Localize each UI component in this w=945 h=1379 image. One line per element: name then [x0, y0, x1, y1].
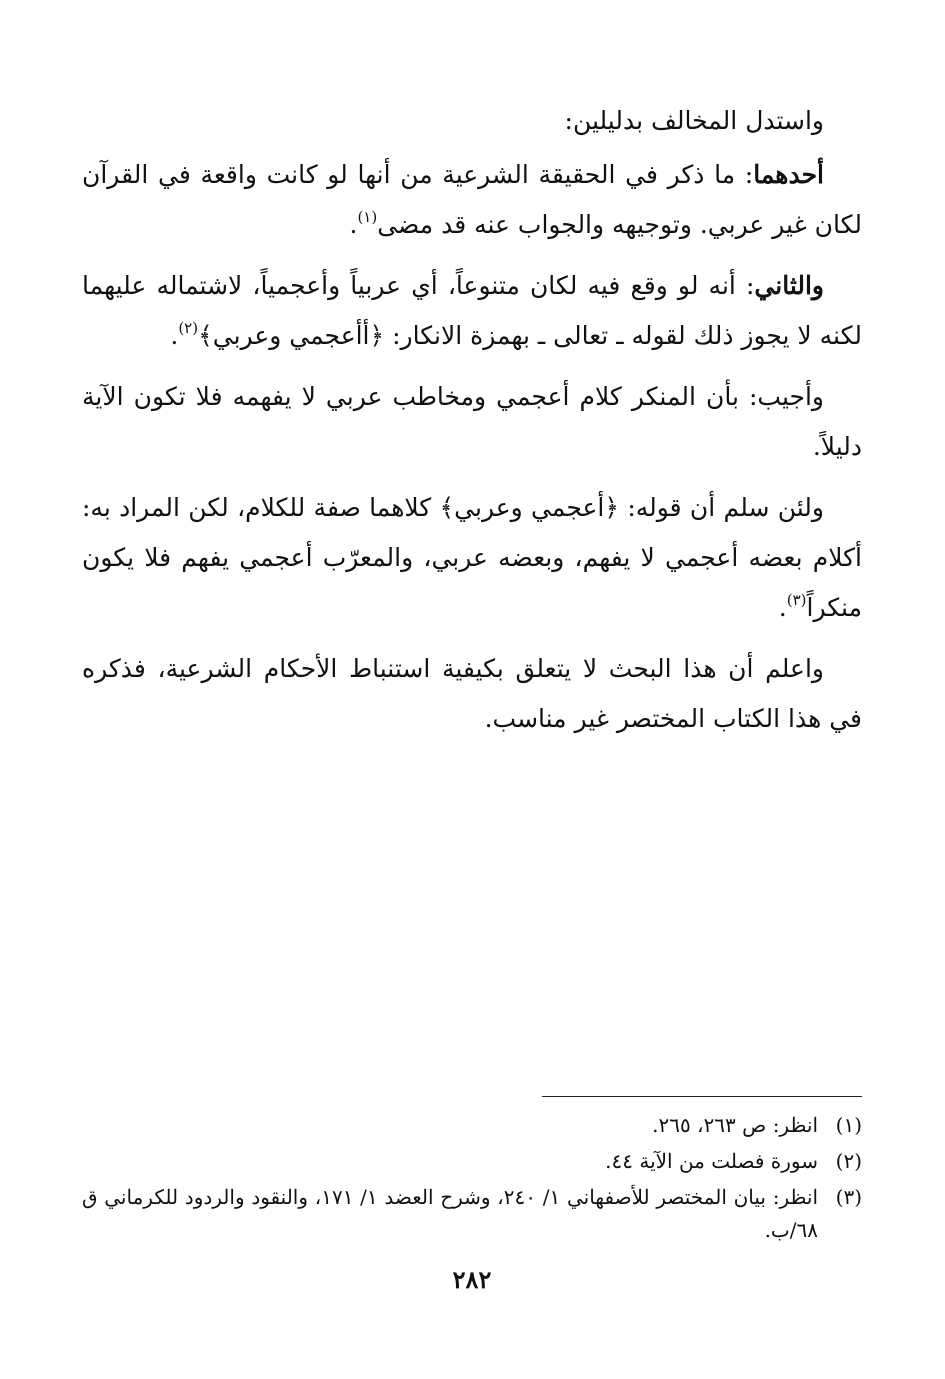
- paragraph-text: : ما ذكر في الحقيقة الشرعية من أنها لو كانت واقعة في القرآن لكان غير عربي. وتوجيهه والجواب عنه قد مضى: [82, 160, 862, 239]
- footnote-number: (٣): [835, 1185, 863, 1209]
- footnotes: [82, 1109, 862, 1250]
- paragraph-text: : أنه لو وقع فيه لكان متنوعاً، أي عربياً وأعجمياً، لاشتماله عليهما لكنه لا يجوز ذلك لقوله ـ تعالى ـ بهمزة الانكار: ﴿أأعجمي وعربي﴾: [82, 271, 862, 350]
- paragraph-first-evidence: [82, 150, 862, 250]
- document-page: [82, 96, 862, 1379]
- footnote-number: (١): [835, 1113, 862, 1137]
- paragraph-text: وأجيب: بأن المنكر كلام أعجمي ومخاطب عربي لا يفهمه فلا تكون الآية دليلاً.: [82, 382, 862, 461]
- footnote-text: انظر: بيان المختصر للأصفهاني ١/ ٢٤٠، وشرح العضد ١/ ١٧١، والنقود والردود للكرماني ق ٦٨/ب.: [82, 1185, 819, 1242]
- paragraph-tail: .: [349, 210, 358, 239]
- paragraph-lead: أحدهما: [753, 160, 824, 189]
- footnote-2: [82, 1145, 862, 1178]
- footnote-reference[interactable]: (٢): [178, 319, 199, 337]
- page-number: ٢٨٢: [452, 1265, 492, 1294]
- paragraph-concession: [82, 483, 862, 633]
- paragraph-text: ولئن سلم أن قوله: ﴿أعجمي وعربي﴾ كلاهما صفة للكلام، لكن المراد به: أكلام بعضه أعجمي لا يفهم، وبعضه عربي، والمعرّب أعجمي يفهم فلا يكون منكراً: [82, 493, 862, 622]
- paragraph-conclusion: [82, 644, 862, 744]
- paragraph-answer: [82, 372, 862, 472]
- paragraph-text: واستدل المخالف بدليلين:: [564, 106, 824, 135]
- footnote-number: (٢): [835, 1149, 862, 1173]
- paragraph-lead: والثاني: [754, 271, 824, 300]
- paragraph-second-evidence: [82, 261, 862, 361]
- paragraph-text: واعلم أن هذا البحث لا يتعلق بكيفية استنباط الأحكام الشرعية، فذكره في هذا الكتاب المختصر غير مناسب.: [82, 654, 862, 733]
- footnote-1: [82, 1109, 862, 1142]
- footnote-separator: [542, 1096, 862, 1097]
- paragraph-intro: [82, 96, 862, 146]
- footnote-text: سورة فصلت من الآية ٤٤.: [605, 1149, 818, 1173]
- footnote-3: [82, 1181, 862, 1247]
- footnote-text: انظر: ص ٢٦٣، ٢٦٥.: [652, 1113, 818, 1137]
- footnote-reference[interactable]: (٣): [786, 591, 807, 609]
- footnote-reference[interactable]: (١): [357, 208, 378, 226]
- paragraph-tail: .: [170, 321, 179, 350]
- paragraph-tail: .: [778, 593, 787, 622]
